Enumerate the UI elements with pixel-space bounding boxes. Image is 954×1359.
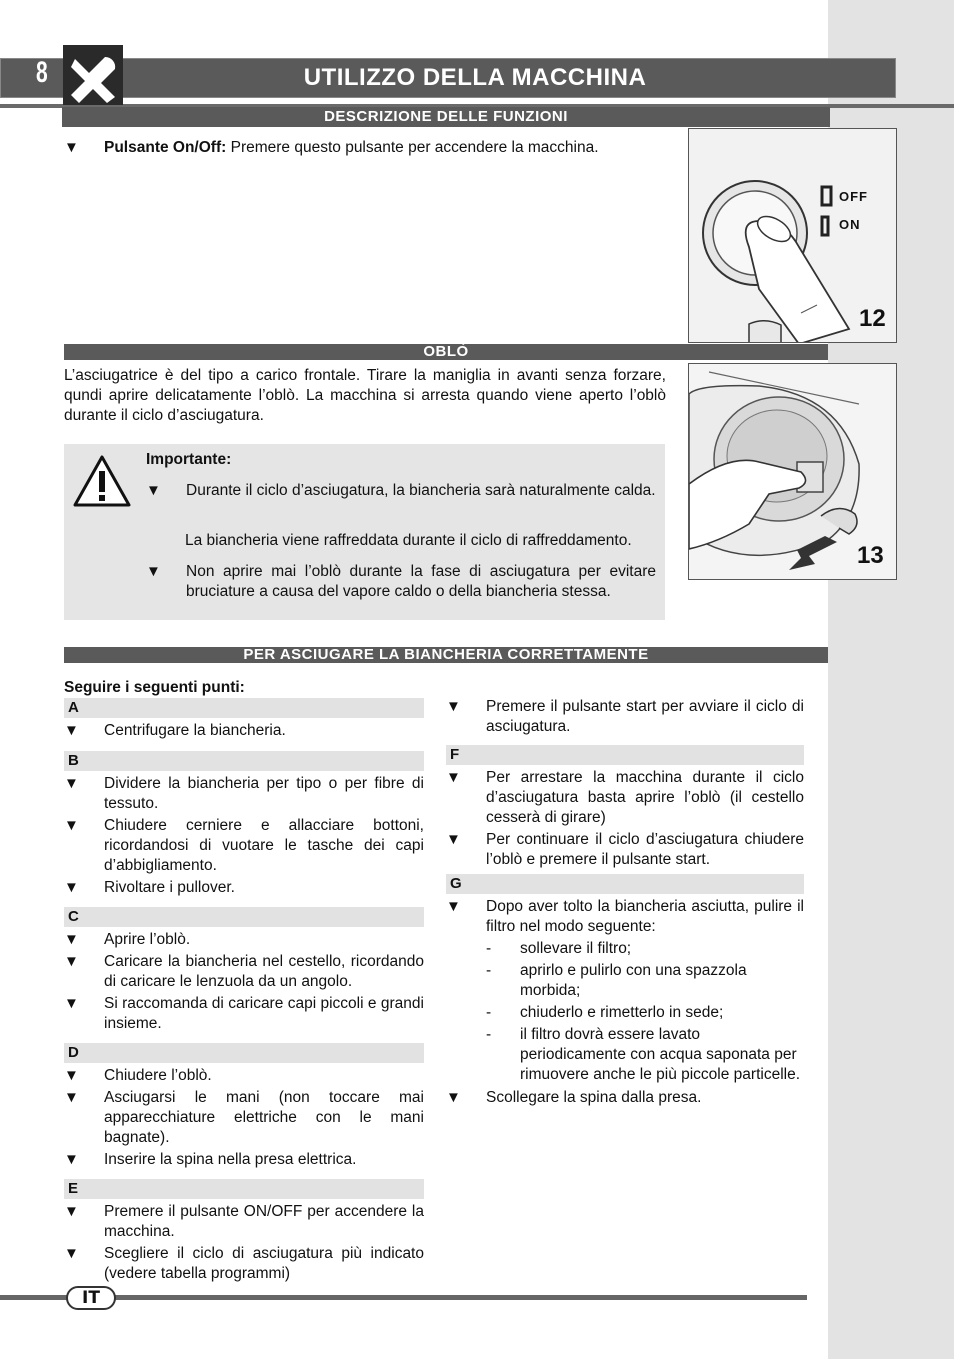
page-title: UTILIZZO DELLA MACCHINA — [303, 64, 647, 91]
warning-bullet — [146, 562, 656, 602]
wrench-icon — [63, 45, 123, 105]
list-item-text: Per continuare il ciclo d’asciugatura chiudere l’oblò e premere il pulsante start. — [486, 831, 804, 868]
section-subtitle: DESCRIZIONE DELLE FUNZIONI — [324, 108, 568, 125]
steps-intro: Seguire i seguenti punti: — [64, 679, 245, 696]
page-number: 8 — [36, 56, 48, 89]
off-label: OFF — [839, 189, 868, 204]
bullet-triangle-icon: ▼ — [64, 139, 79, 156]
list-item: ▼ Scollegare la spina dalla presa. — [446, 1088, 804, 1108]
figure-number: 13 — [857, 542, 884, 569]
list-item: ▼ Per continuare il ciclo d’asciugatura chiudere l’oblò e premere il pulsante start. — [446, 831, 804, 868]
list-item-text: Si raccomanda di caricare capi piccoli e grandi insieme. — [104, 995, 424, 1032]
list-item-text: sollevare il filtro; — [520, 940, 632, 957]
step-letter-f: F — [446, 745, 804, 765]
warning-bullet — [146, 481, 656, 501]
step-letter-a: A — [64, 698, 424, 718]
list-item: - sollevare il filtro; — [486, 940, 632, 957]
list-item-text: Centrifugare la biancheria. — [104, 722, 286, 739]
list-item-text: Chiudere l’oblò. — [104, 1067, 212, 1084]
list-item: ▼ Dopo aver tolto la biancheria asciutta, pulire il filtro nel modo seguente: — [446, 898, 804, 935]
step-letter-c: C — [64, 907, 424, 927]
on-label: ON — [839, 217, 861, 232]
list-item: - aprirlo e pulirlo con una spazzola morbida; — [486, 961, 804, 1001]
list-item: ▼ Caricare la biancheria nel cestello, ricordando di caricare le lenzuola da un angolo. — [64, 953, 424, 990]
list-item: ▼ Centrifugare la biancheria. — [64, 721, 424, 741]
list-item: ▼ Premere il pulsante start per avviare il ciclo di asciugatura. — [446, 698, 804, 735]
steps-left-column — [64, 698, 424, 1284]
bullet-triangle-icon: ▼ — [146, 563, 161, 580]
oblo-section-bar: OBLÒ — [64, 344, 828, 360]
list-item-text: aprirlo e pulirlo con una spazzola morbida; — [520, 962, 747, 999]
onoff-description — [64, 138, 684, 158]
figure-number: 12 — [859, 305, 886, 332]
list-item-text: Asciugarsi le mani (non toccare mai apparecchiature elettriche con le mani bagnate). — [104, 1089, 424, 1146]
step-letter-g: G — [446, 874, 804, 894]
footer-rule — [0, 1295, 66, 1300]
oblo-text: L’asciugatrice è del tipo a carico frontale. Tirare la maniglia in avanti senza forzare, qundi aprire delicatamente l’oblò. La macchina si arresta quando viene aperto l’oblò durante il ciclo d’asciugatura. — [64, 367, 666, 424]
list-item: ▼ Premere il pulsante ON/OFF per accendere la macchina. — [64, 1203, 424, 1240]
list-item: ▼ Aprire l’oblò. — [64, 930, 424, 950]
warning-bullet-text: Non aprire mai l’oblò durante la fase di asciugatura per evitare bruciature a causa del vapore caldo o della biancheria stessa. — [186, 563, 656, 600]
warning-bullet-text: Durante il ciclo d’asciugatura, la biancheria sarà naturalmente calda. — [186, 482, 656, 499]
list-item-text: Dividere la biancheria per tipo o per fibre di tessuto. — [104, 775, 424, 812]
warning-note: La biancheria viene raffreddata durante il ciclo di raffreddamento. — [185, 532, 632, 549]
bullet-triangle-icon: ▼ — [146, 482, 161, 499]
list-item: ▼ Scegliere il ciclo di asciugatura più indicato (vedere tabella programmi) — [64, 1245, 424, 1282]
list-item-text: Per arrestare la macchina durante il ciclo d’asciugatura basta aprire l’oblò (il cestello cesserà di girare) — [486, 769, 804, 826]
step-letter-e: E — [64, 1179, 424, 1199]
onoff-text: Premere questo pulsante per accendere la macchina. — [230, 139, 599, 156]
list-item-text: chiuderlo e rimetterlo in sede; — [520, 1004, 724, 1021]
list-item-text: Chiudere cerniere e allacciare bottoni, ricordandosi di vuotare le tasche dei capi d’abbigliamento. — [104, 817, 424, 874]
list-item-text: Inserire la spina nella presa elettrica. — [104, 1151, 357, 1168]
steps-right-column — [446, 697, 804, 1108]
list-item-text: Premere il pulsante start per avviare il ciclo di asciugatura. — [486, 698, 804, 735]
list-item-text: il filtro dovrà essere lavato periodicamente con acqua saponata per rimuovere anche le più piccole particelle. — [520, 1026, 801, 1083]
list-item-text: Caricare la biancheria nel cestello, ricordando di caricare le lenzuola da un angolo. — [104, 953, 424, 990]
list-item: ▼ Per arrestare la macchina durante il ciclo d’asciugatura basta aprire l’oblò (il cestello cesserà di girare) — [446, 769, 804, 826]
list-item: ▼ Inserire la spina nella presa elettrica. — [64, 1150, 424, 1170]
list-item: ▼ Rivoltare i pullover. — [64, 878, 424, 898]
list-item: ▼ Chiudere cerniere e allacciare bottoni, ricordandosi di vuotare le tasche dei capi d’abbigliamento. — [64, 817, 424, 874]
list-item: ▼ Chiudere l’oblò. — [64, 1066, 424, 1086]
figure-12 — [688, 128, 897, 343]
list-item: ▼ Asciugarsi le mani (non toccare mai apparecchiature elettriche con le mani bagnate). — [64, 1089, 424, 1146]
list-item-text: Premere il pulsante ON/OFF per accendere la macchina. — [104, 1203, 424, 1240]
list-item-text: Aprire l’oblò. — [104, 931, 191, 948]
list-item-text: Rivoltare i pullover. — [104, 879, 235, 896]
onoff-label: Pulsante On/Off: — [104, 139, 227, 156]
list-item: - il filtro dovrà essere lavato periodicamente con acqua saponata per rimuovere anche le più piccole particelle. — [486, 1025, 804, 1085]
figure-13 — [688, 363, 897, 580]
list-item: - chiuderlo e rimetterlo in sede; — [486, 1004, 724, 1021]
warning-heading: Importante: — [146, 451, 232, 468]
drying-section-bar: PER ASCIUGARE LA BIANCHERIA CORRETTAMENTE — [64, 647, 828, 663]
filter-substeps — [486, 939, 804, 1085]
list-item-text: Dopo aver tolto la biancheria asciutta, pulire il filtro nel modo seguente: — [486, 898, 804, 935]
list-item-text: Scegliere il ciclo di asciugatura più indicato (vedere tabella programmi) — [104, 1245, 424, 1282]
step-letter-b: B — [64, 751, 424, 771]
language-badge: IT — [66, 1286, 116, 1310]
step-letter-d: D — [64, 1043, 424, 1063]
list-item-text: Scollegare la spina dalla presa. — [486, 1089, 702, 1106]
list-item: ▼ Si raccomanda di caricare capi piccoli e grandi insieme. — [64, 995, 424, 1032]
footer-rule — [64, 1295, 807, 1300]
list-item: ▼ Dividere la biancheria per tipo o per fibre di tessuto. — [64, 775, 424, 812]
warning-triangle-icon — [72, 454, 132, 508]
